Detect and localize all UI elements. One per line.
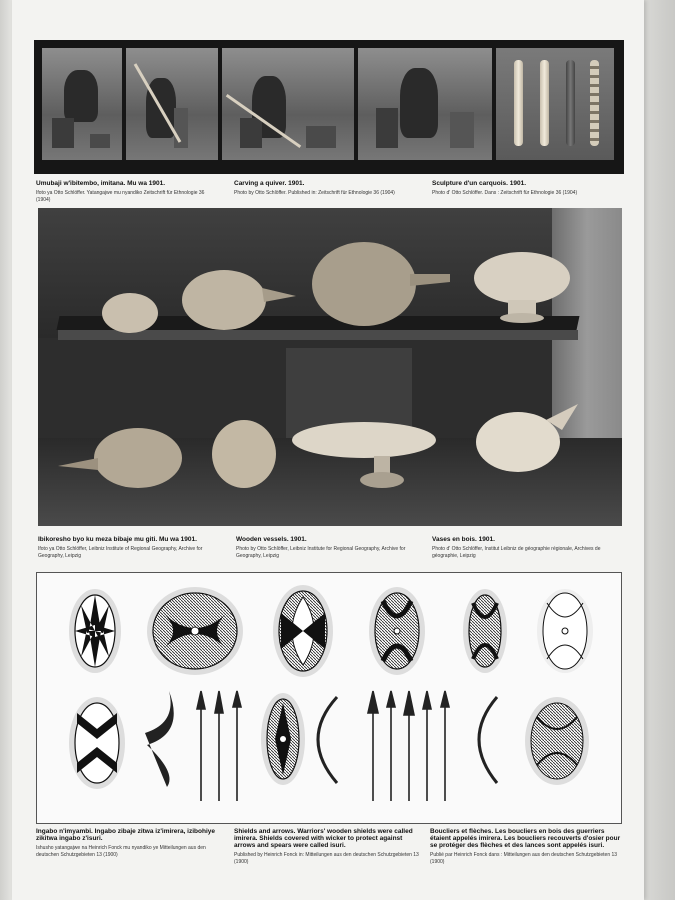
shield-8 [261,693,305,785]
vessels-drawing [38,208,622,526]
vessel-footed-bowl [474,252,570,304]
photo-quivers [496,48,614,160]
exhibition-board [12,0,644,900]
shield-3 [273,585,333,677]
bow-2 [479,697,497,783]
caption-top-fr [432,180,612,197]
shield-6 [537,589,593,673]
shields-drawing [37,573,621,823]
caption-bottom-fr [430,828,626,866]
caption-top-rw [36,180,216,204]
caption-bottom-rw [36,828,226,859]
arrows-1 [197,691,241,801]
wall-right [643,0,675,900]
vessel-small-cup [102,293,158,333]
caption-top-en [234,180,414,197]
caption-title: Vases en bois. 1901. [432,536,495,543]
vessel-round-pot [312,242,416,326]
vessel-boat-dish [292,422,436,458]
arrows-2 [368,691,449,801]
photo-carving-3 [222,48,354,160]
caption-credit: Publié par Heinrich Fonck dans : Mitteilungen aus den deutschen Schutzgebieten 13 (1900) [430,852,618,865]
shield-2 [147,587,243,675]
caption-mid-fr [432,536,622,560]
photo-carving-2 [126,48,218,160]
boomerang-1 [145,691,174,787]
caption-credit: Photo by Otto Schlöffer, Leibniz Institute for Regional Geography, Archive for Geography, Leipzig [236,546,406,559]
vessel-ladle [94,428,182,488]
shield-1 [69,589,121,673]
caption-title: Sculpture d'un carquois. 1901. [432,180,527,187]
shield-5 [463,589,507,673]
caption-title: Boucliers et flèches. Les boucliers en bois des guerriers étaient appelés imirera. Les boucliers recouverts d'osier pour se protéger des flèches et des lances sont appelés isuri. [430,828,621,849]
caption-mid-en [236,536,426,560]
caption-credit: Ifoto ya Otto Schlöffer, Leibniz Institute of Regional Geography, Archive for Geography, Leipzig [38,546,203,559]
wall-left [0,0,12,900]
photo-carving-1 [42,48,122,160]
vessels-photo [38,208,622,526]
caption-credit: Ishusho yatangajwe na Heinrich Fonck mu nyandiko ye Mitteilungen aus den deutschen Schutzgebieten 13 (1900) [36,845,206,858]
caption-title: Ingabo n'imyambi. Ingabo zibaje zitwa iz'imirera, izibohiye zikitwa ingabo z'isuri. [36,828,215,842]
caption-title: Umubaji w'ibitembo, imitana. Mu wa 1901. [36,180,166,187]
caption-bottom-en [234,828,424,866]
shields-illustration [36,572,622,824]
shield-9 [525,697,589,785]
bow-1 [318,697,337,783]
vessel-spouted-bowl [476,412,560,472]
caption-credit: Photo d' Otto Schlöffer, Institut Leibniz de géographie régionale, Archives de géographie, Leipzig [432,546,601,559]
caption-credit: Ifoto ya Otto Schlöffer. Yatangajwe mu nyandiko Zeitschrift für Ethnologie 36 (1904) [36,190,205,203]
caption-credit: Photo by Otto Schlöffer. Published in: Zeitschrift für Ethnologie 36 (1904) [234,190,395,196]
shield-4 [369,587,425,675]
caption-title: Carving a quiver. 1901. [234,180,305,187]
vessel-bowl-spout [182,270,266,330]
caption-title: Shields and arrows. Warriors' wooden shields were called imirera. Shields covered with wicker to protect against arrows and spears were called isuri. [234,828,413,849]
photo-carving-4 [358,48,492,160]
caption-title: Wooden vessels. 1901. [236,536,307,543]
caption-credit: Published by Heinrich Fonck in: Mitteilungen aus den deutschen Schutzgebieten 13 (1900) [234,852,419,865]
vessel-jar [212,420,276,488]
caption-title: Ibikoresho byo ku meza bibaje mu giti. Mu wa 1901. [38,536,197,543]
shield-7 [69,697,125,789]
photo-strip [34,40,624,174]
caption-credit: Photo d' Otto Schlöffer. Dans : Zeitschrift für Ethnologie 36 (1904) [432,190,578,196]
caption-mid-rw [38,536,218,560]
